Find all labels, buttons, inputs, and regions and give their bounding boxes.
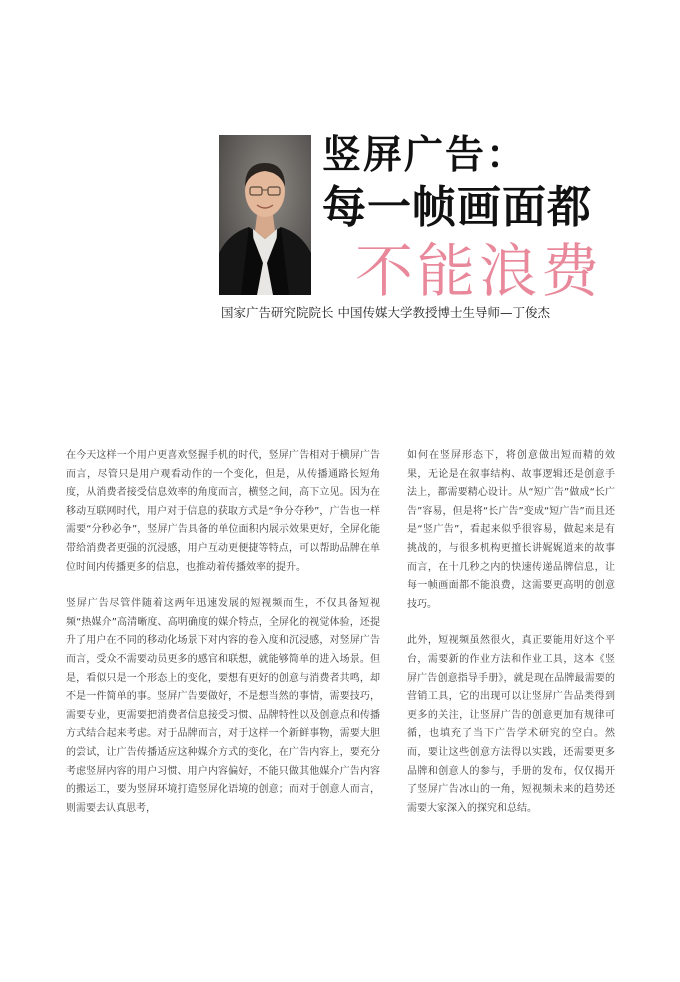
title-line-2: 每一帧画面都 xyxy=(322,182,592,233)
title-line-1: 竖屏广告： xyxy=(322,133,528,178)
body-column-right xyxy=(407,447,615,836)
body-paragraph: 此外，短视频虽然很火，真正要能用好这个平台，需要新的作业方法和作业工具，这本《竖屏广告创意指导手册》，就是现在品牌最需要的营销工具，它的出现可以让竖屏广告品类得到更多的关注，让竖屏广告的创意更加有规律可循，也填充了当下广告学术研究的空白。然而，要让这些创意方法得以实践，还需要更多品牌和创意人的参与，手册的发布，仅仅揭开了竖屏广告冰山的一角，短视频未来的趋势还需要大家深入的探究和总结。 xyxy=(407,635,615,814)
author-portrait-image xyxy=(219,135,311,295)
author-portrait xyxy=(219,135,311,295)
body-paragraph: 如何在竖屏形态下，将创意做出短而精的效果，无论是在叙事结构、故事逻辑还是创意手法上，都需要精心设计。从“短广告”做成“长广告”容易，但是将“长广告”变成“短广告”而且还是“竖广告”，看起来似乎很容易，做起来是有挑战的，与很多机构更擅长讲娓娓道来的故事而言，在十几秒之内的快速传递品牌信息，让每一帧画面都不能浪费，这需要更高明的创意技巧。 xyxy=(407,450,615,610)
author-byline: 国家广告研究院院长 中国传媒大学教授博士生导师—丁俊杰 xyxy=(221,305,550,320)
body-paragraph: 竖屏广告尽管伴随着这两年迅速发展的短视频而生，不仅具备短视频“热媒介”高清晰度、高明确度的媒介特点，全屏化的视觉体验，还提升了用户在不同的移动化场景下对内容的卷入度和沉浸感，对竖屏广告而言，受众不需要动员更多的感官和联想，就能够简单的进入场景。但是，看似只是一个形态上的变化，要想有更好的创意与消费者共鸣，却不是一件简单的事。竖屏广告要做好，不是想当然的事情，需要技巧，需要专业，更需要把消费者信息接受习惯、品牌特性以及创意点和传播方式结合起来考虑。对于品牌而言，对于这样一个新鲜事物，需要大胆的尝试，让广告传播适应这种媒介方式的变化，在广告内容上，要充分考虑竖屏内容的用户习惯、用户内容偏好，不能只做其他媒介广告内容的搬运工，要为竖屏环境打造竖屏化语境的创意；而对于创意人而言，则需要去认真思考， xyxy=(66,598,380,814)
title-line-3: 不能浪费 xyxy=(355,237,604,305)
body-column-left xyxy=(66,447,380,836)
body-paragraph: 在今天这样一个用户更喜欢竖握手机的时代，竖屏广告相对于横屏广告而言，尽管只是用户观看动作的一个变化，但是，从传播通路长短角度，从消费者接受信息效率的角度而言，横竖之间，高下立见。因为在移动互联网时代，用户对于信息的获取方式是“争分夺秒”，广告也一样需要“分秒必争”，竖屏广告具备的单位面积内展示效果更好，全屏化能带给消费者更强的沉浸感，用户互动更便捷等特点，可以帮助品牌在单位时间内传播更多的信息，也推动着传播效率的提升。 xyxy=(66,450,380,573)
